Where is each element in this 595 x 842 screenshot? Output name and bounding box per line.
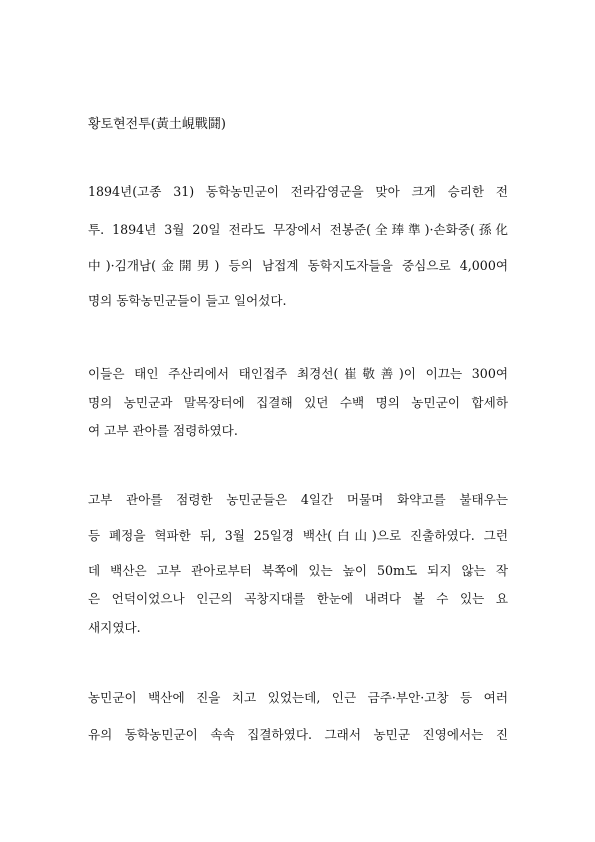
paragraph-3-line-2: 등 폐정을 혁파한 뒤, 3월 25일경 백산(白山)으로 진출하였다. 그런: [88, 528, 508, 543]
paragraph-1-line-3: 中)·김개남(金開男) 등의 남접계 동학지도자들을 중심으로 4,000여: [88, 258, 508, 273]
paragraph-1-line-4: 명의 동학농민군들이 들고 일어섰다.: [88, 293, 287, 308]
paragraph-3-line-3: 데 백산은 고부 관아로부터 북쪽에 있는 높이 50m도 되지 않는 작: [88, 563, 508, 578]
paragraph-3-line-4: 은 언덕이었으나 인근의 곡창지대를 한눈에 내려다 볼 수 있는 요: [88, 591, 508, 606]
document-title: 황토현전투(黃土峴戰鬪): [88, 117, 226, 132]
paragraph-1-line-2: 투. 1894년 3월 20일 전라도 무장에서 전봉준(全琫準)·손화중(孫化: [88, 222, 508, 237]
paragraph-4-line-2: 유의 동학농민군이 속속 집결하였다. 그래서 농민군 진영에서는 진: [88, 727, 508, 742]
paragraph-2-line-3: 여 고부 관아를 점령하였다.: [88, 423, 238, 438]
paragraph-1-line-1: 1894년(고종 31) 동학농민군이 전라감영군을 맞아 크게 승리한 전: [88, 184, 508, 199]
paragraph-3-line-5: 새지였다.: [88, 620, 141, 635]
paragraph-2-line-2: 명의 농민군과 말목장터에 집결해 있던 수백 명의 농민군이 합세하: [88, 395, 508, 410]
paragraph-2-line-1: 이들은 태인 주산리에서 태인접주 최경선(崔敬善)이 이끄는 300여: [88, 366, 508, 381]
paragraph-4-line-1: 농민군이 백산에 진을 치고 있었는데, 인근 금주·부안·고창 등 여러: [88, 690, 508, 705]
paragraph-3-line-1: 고부 관아를 점령한 농민군들은 4일간 머물며 화약고를 불태우는: [88, 492, 508, 507]
